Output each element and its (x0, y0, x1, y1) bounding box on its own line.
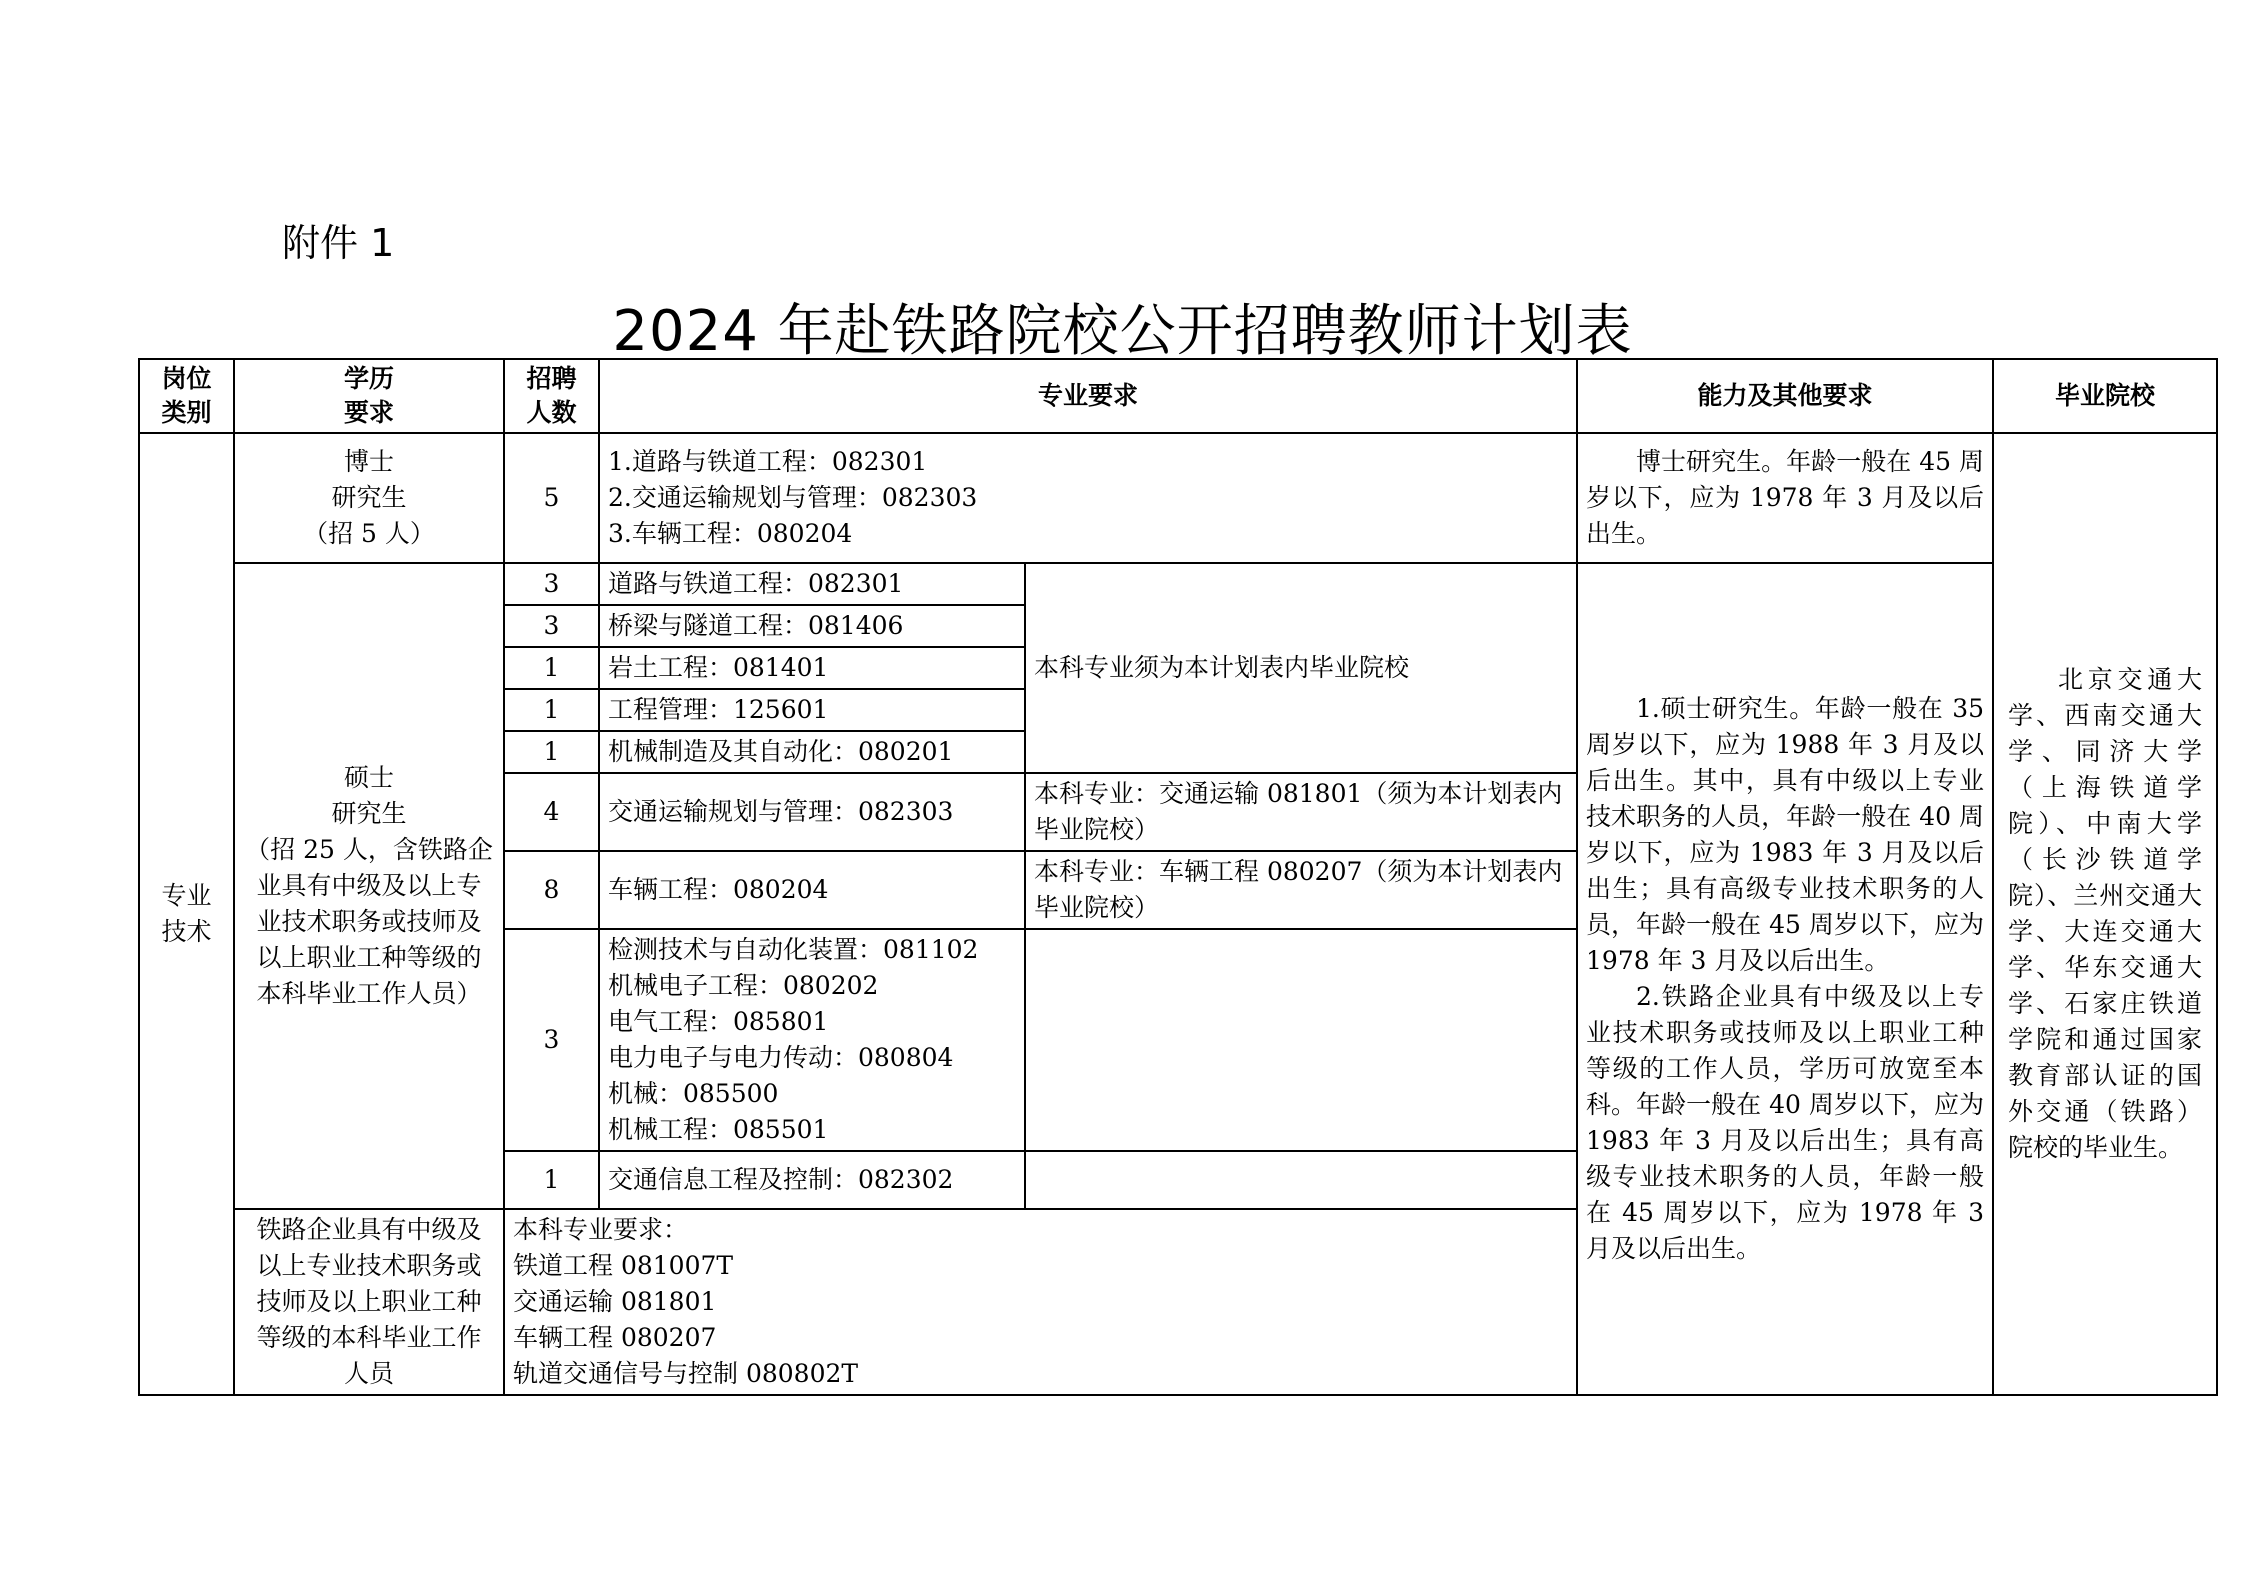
master-count-cell: 4 (504, 773, 599, 851)
master-undergrad-cell: 本科专业：车辆工程 080207（须为本计划表内毕业院校） (1025, 851, 1577, 929)
railway-education-cell: 铁路企业具有中级及以上专业技术职务或技师及以上职业工种等级的本科毕业工作人员 (234, 1209, 504, 1395)
phd-count-cell: 5 (504, 433, 599, 563)
master-group-note-cell: 本科专业须为本计划表内毕业院校 (1025, 563, 1577, 773)
header-school: 毕业院校 (1993, 359, 2217, 433)
header-education: 学历 要求 (234, 359, 504, 433)
page-title: 2024 年赴铁路院校公开招聘教师计划表 (612, 299, 1633, 364)
master-undergrad-cell (1025, 929, 1577, 1151)
master-ability-cell (1577, 563, 1993, 1395)
master-count-cell: 1 (504, 1151, 599, 1209)
master-major-cell: 机械制造及其自动化：080201 (599, 731, 1025, 773)
table-row-phd (139, 433, 2217, 563)
recruitment-plan-table (138, 358, 2218, 1396)
master-education-cell (234, 563, 504, 1209)
header-row (139, 359, 2217, 433)
header-major: 专业要求 (599, 359, 1577, 433)
master-count-cell: 1 (504, 731, 599, 773)
railway-majors-cell: 本科专业要求： 铁道工程 081007T 交通运输 081801 车辆工程 080207 轨道交通信号与控制 080802T (504, 1209, 1577, 1395)
master-ability-1: 1.硕士研究生。年龄一般在 35 周岁以下，应为 1988 年 3 月及以后出生。其中，具有中级以上专业技术职务的人员，年龄一般在 40 周岁以下，应为 1983 年 3 月及以后出生；具有高级专业技术职务的人员，年龄一般在 45 周岁以下，应为 1978 年 3 月及以后出生。 (1586, 694, 1985, 975)
master-count-cell: 1 (504, 689, 599, 731)
header-category: 岗位 类别 (139, 359, 234, 433)
master-count-cell: 3 (504, 563, 599, 605)
master-undergrad-cell: 本科专业：交通运输 081801（须为本计划表内毕业院校） (1025, 773, 1577, 851)
phd-ability-text: 博士研究生。年龄一般在 45 周岁以下，应为 1978 年 3 月及以后出生。 (1586, 447, 1985, 548)
master-major-cell: 交通运输规划与管理：082303 (599, 773, 1025, 851)
header-count: 招聘 人数 (504, 359, 599, 433)
master-major-cell: 检测技术与自动化装置：081102 机械电子工程：080202 电气工程：085801 电力电子与电力传动：080804 机械：085500 机械工程：085501 (599, 929, 1025, 1151)
schools-text: 北京交通大学、西南交通大学、同济大学（上海铁道学院）、中南大学（长沙铁道学院）、兰州交通大学、大连交通大学、华东交通大学、石家庄铁道学院和通过国家教育部认证的国外交通（铁路）院校的毕业生。 (2008, 665, 2203, 1162)
master-major-cell: 车辆工程：080204 (599, 851, 1025, 929)
master-major-cell: 桥梁与隧道工程：081406 (599, 605, 1025, 647)
category-cell: 专业 技术 (139, 433, 234, 1395)
master-ability-2: 2.铁路企业具有中级及以上专业技术职务或技师及以上职业工种等级的工作人员，学历可放宽至本科。年龄一般在 40 周岁以下，应为 1983 年 3 月及以后出生；具有高级专业技术职务的人员，年龄一般在 45 周岁以下，应为 1978 年 3 月及以后出生。 (1586, 982, 1985, 1263)
phd-majors-cell: 1.道路与铁道工程：082301 2.交通运输规划与管理：082303 3.车辆工程：080204 (599, 433, 1577, 563)
master-count-cell: 3 (504, 929, 599, 1151)
master-major-cell: 交通信息工程及控制：082302 (599, 1151, 1025, 1209)
header-ability: 能力及其他要求 (1577, 359, 1993, 433)
master-major-cell: 工程管理：125601 (599, 689, 1025, 731)
master-education-text: 硕士 研究生 （招 25 人，含铁路企业具有中级及以上专业技术职务或技师及以上职业工种等级的本科毕业工作人员） (245, 763, 493, 1008)
master-major-cell: 岩土工程：081401 (599, 647, 1025, 689)
master-major-cell: 道路与铁道工程：082301 (599, 563, 1025, 605)
phd-education-cell: 博士 研究生 （招 5 人） (234, 433, 504, 563)
phd-ability-cell (1577, 433, 1993, 563)
schools-cell (1993, 433, 2217, 1395)
master-count-cell: 8 (504, 851, 599, 929)
master-undergrad-cell (1025, 1151, 1577, 1209)
master-count-cell: 1 (504, 647, 599, 689)
master-count-cell: 3 (504, 605, 599, 647)
attachment-label: 附件 1 (282, 221, 395, 265)
table-row (139, 563, 2217, 605)
